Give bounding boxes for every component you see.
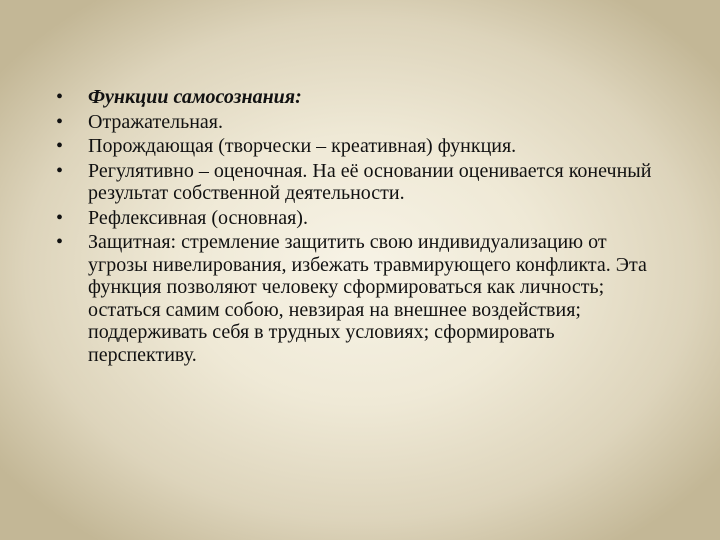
list-item-text: Порождающая (творчески – креативная) функция. (88, 135, 517, 157)
list-item (56, 207, 656, 230)
bullet-icon: • (56, 86, 64, 108)
bullet-icon: • (56, 110, 64, 133)
list-item (56, 160, 656, 205)
list-item-text: Защитная: стремление защитить свою индивидуализацию от угрозы нивелирования, избежать травмирующего конфликта. Эта функция позволяют человеку сформироваться как личность; остаться самим собою, невзирая на внешнее воздействия; поддерживать себя в трудных условиях; сформировать перспективу. (88, 231, 647, 366)
list-heading: Функции самосознания: (88, 86, 302, 108)
list-item-text: Регулятивно – оценочная. На её основании оценивается конечный результат собственной деятельности. (88, 159, 652, 204)
bullet-icon: • (56, 231, 64, 253)
bullet-icon: • (56, 206, 64, 229)
list-item (56, 231, 656, 366)
list-item-text: Рефлексивная (основная). (88, 206, 308, 229)
list-item (56, 111, 656, 134)
list-item-heading (56, 86, 656, 109)
bullet-icon: • (56, 159, 64, 182)
bullet-icon: • (56, 135, 64, 157)
bullet-list (56, 86, 656, 368)
list-item-text: Отражательная. (88, 110, 223, 133)
list-item (56, 135, 656, 158)
